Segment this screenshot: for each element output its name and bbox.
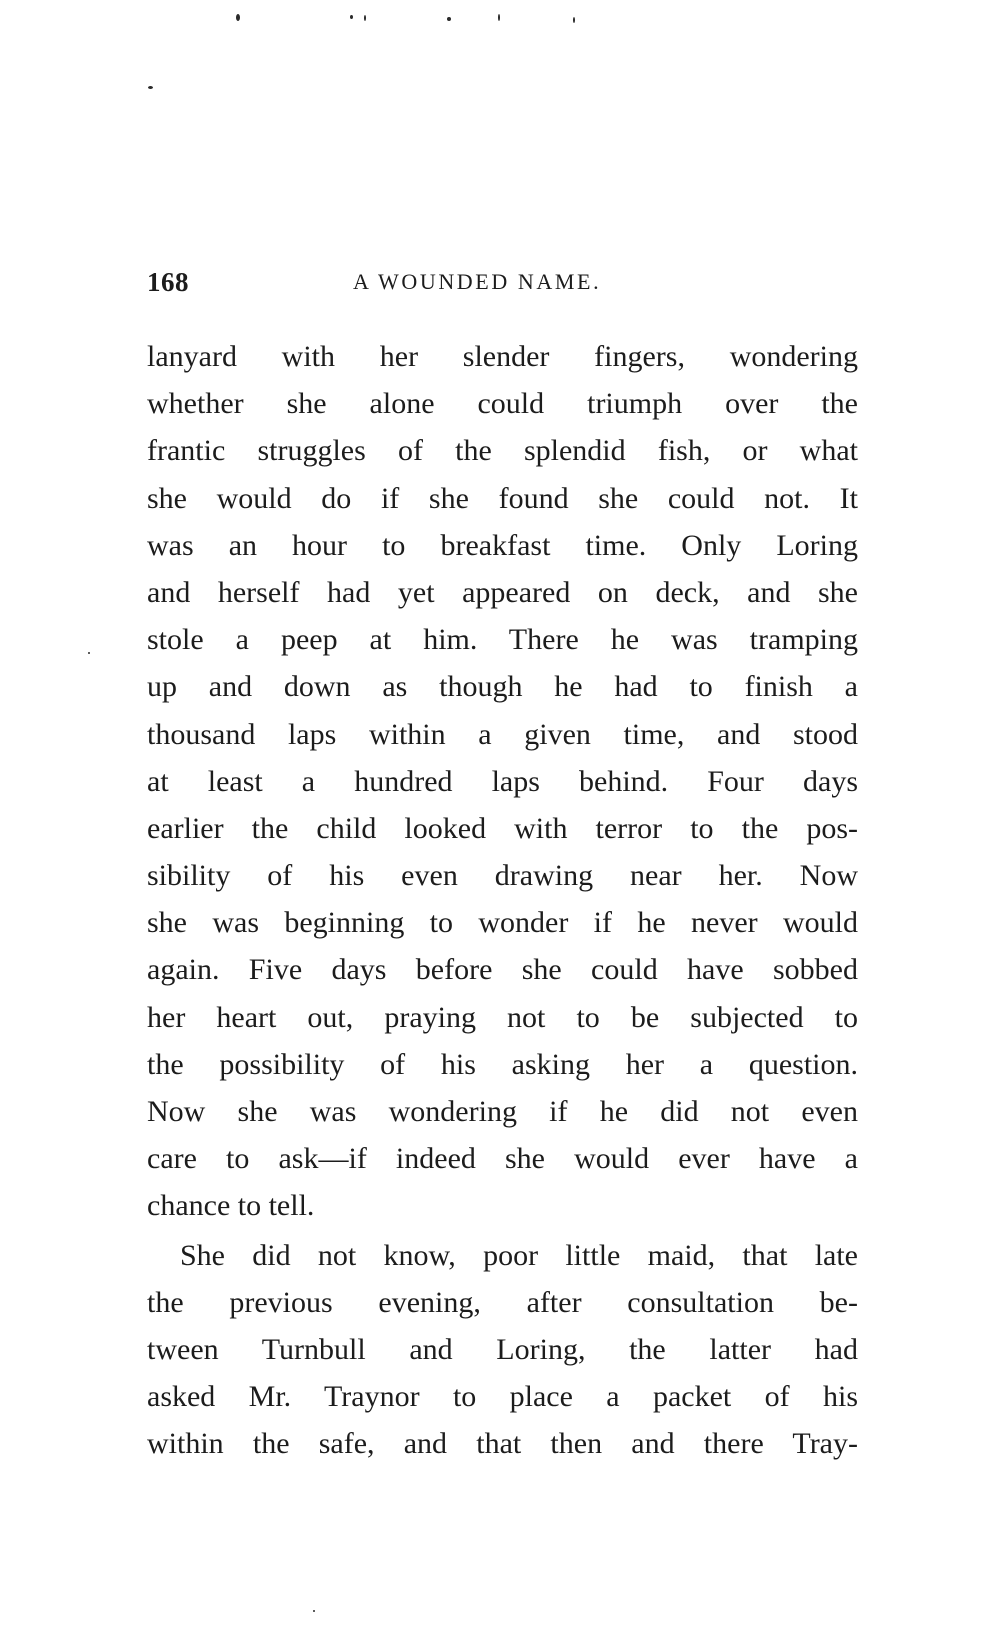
scan-speck [498, 14, 500, 21]
text-line: she was beginning to wonder if he never would [147, 906, 858, 940]
text-line: and herself had yet appeared on deck, and she [147, 575, 858, 609]
text-line: earlier the child looked with terror to the pos- [147, 811, 858, 845]
text-line: the previous evening, after consultation be- [147, 1285, 858, 1319]
text-line: stole a peep at him. There he was tramping [147, 623, 858, 657]
scan-speck [236, 14, 240, 21]
paragraph [147, 333, 858, 1230]
running-header [147, 262, 867, 302]
text-line: lanyard with her slender fingers, wondering [147, 340, 858, 373]
scan-speck [573, 17, 575, 23]
text-line: sibility of his even drawing near her. Now [147, 859, 858, 893]
text-line: up and down as though he had to finish a [147, 670, 858, 704]
text-line: at least a hundred laps behind. Four days [147, 764, 858, 798]
text-line: asked Mr. Traynor to place a packet of his [147, 1380, 858, 1414]
running-title: A WOUNDED NAME. [353, 269, 602, 294]
text-line: chance to tell. [147, 1189, 315, 1223]
text-line: She did not know, poor little maid, that late [180, 1238, 858, 1272]
text-line: within the safe, and that then and there Tray- [147, 1427, 858, 1461]
text-line: thousand laps within a given time, and stood [147, 717, 858, 751]
text-line: frantic struggles of the splendid fish, or what [147, 434, 858, 468]
text-line: the possibility of his asking her a question. [147, 1047, 858, 1081]
paragraph [147, 1232, 858, 1468]
scan-speck [350, 15, 353, 19]
text-line: tween Turnbull and Loring, the latter had [147, 1332, 858, 1366]
text-line: again. Five days before she could have sobbed [147, 953, 858, 987]
text-line: she would do if she found she could not. It [147, 481, 858, 515]
text-line: whether she alone could triumph over the [147, 387, 858, 421]
scan-speck [447, 17, 451, 21]
body-text [147, 333, 858, 1468]
text-line: her heart out, praying not to be subjected to [147, 1000, 858, 1034]
text-line: Now she was wondering if he did not even [147, 1095, 858, 1128]
text-line: was an hour to breakfast time. Only Loring [147, 528, 858, 562]
text-line: care to ask—if indeed she would ever have a [147, 1142, 858, 1176]
page-number: 168 [147, 267, 189, 297]
scan-speck [88, 652, 90, 654]
scan-speck [313, 1610, 315, 1612]
scan-speck [148, 86, 153, 89]
scan-speck [364, 15, 366, 21]
